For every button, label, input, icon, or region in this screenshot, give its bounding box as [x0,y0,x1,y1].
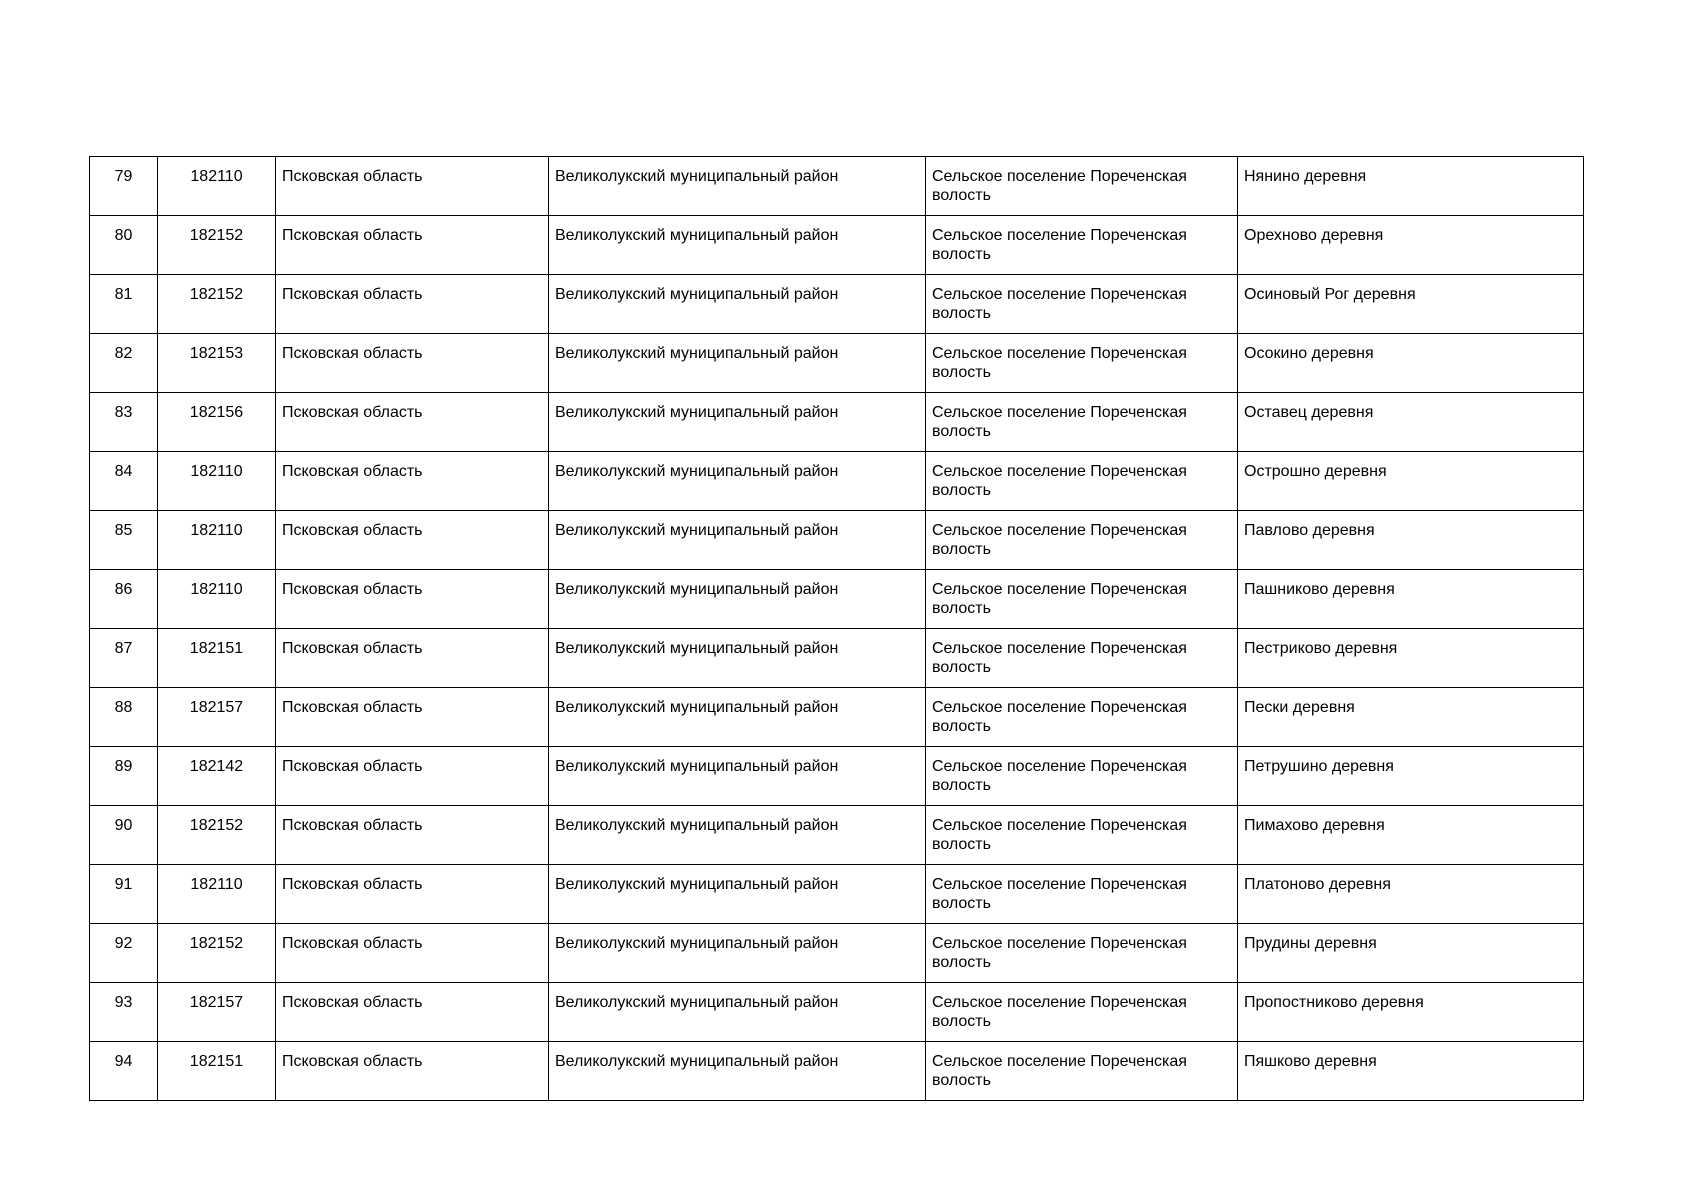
postal-index: 182157 [158,983,276,1042]
locality-cell: Осокино деревня [1238,334,1584,393]
row-number: 91 [90,865,158,924]
settlement-cell: Сельское поселение Пореченская волость [926,157,1238,216]
row-number: 86 [90,570,158,629]
postal-index: 182110 [158,452,276,511]
postal-index: 182110 [158,511,276,570]
row-number: 87 [90,629,158,688]
district-cell: Великолукский муниципальный район [549,216,926,275]
region-cell: Псковская область [276,393,549,452]
locality-cell: Пашниково деревня [1238,570,1584,629]
postal-index: 182151 [158,1042,276,1101]
locality-cell: Прудины деревня [1238,924,1584,983]
settlement-cell: Сельское поселение Пореченская волость [926,216,1238,275]
region-cell: Псковская область [276,452,549,511]
region-cell: Псковская область [276,806,549,865]
postal-index: 182110 [158,570,276,629]
row-number: 94 [90,1042,158,1101]
settlement-cell: Сельское поселение Пореченская волость [926,570,1238,629]
district-cell: Великолукский муниципальный район [549,511,926,570]
district-cell: Великолукский муниципальный район [549,924,926,983]
table-row [90,570,1584,629]
settlements-table [89,156,1584,1101]
region-cell: Псковская область [276,865,549,924]
row-number: 85 [90,511,158,570]
table-row [90,452,1584,511]
postal-index: 182152 [158,216,276,275]
table-row [90,393,1584,452]
settlement-cell: Сельское поселение Пореченская волость [926,452,1238,511]
locality-cell: Нянино деревня [1238,157,1584,216]
settlement-cell: Сельское поселение Пореченская волость [926,1042,1238,1101]
row-number: 81 [90,275,158,334]
locality-cell: Осиновый Рог деревня [1238,275,1584,334]
postal-index: 182156 [158,393,276,452]
region-cell: Псковская область [276,747,549,806]
row-number: 84 [90,452,158,511]
district-cell: Великолукский муниципальный район [549,688,926,747]
postal-index: 182153 [158,334,276,393]
table-row [90,511,1584,570]
locality-cell: Пяшково деревня [1238,1042,1584,1101]
district-cell: Великолукский муниципальный район [549,1042,926,1101]
region-cell: Псковская область [276,1042,549,1101]
district-cell: Великолукский муниципальный район [549,275,926,334]
settlement-cell: Сельское поселение Пореченская волость [926,629,1238,688]
locality-cell: Острошно деревня [1238,452,1584,511]
district-cell: Великолукский муниципальный район [549,334,926,393]
locality-cell: Пески деревня [1238,688,1584,747]
postal-index: 182152 [158,924,276,983]
region-cell: Псковская область [276,924,549,983]
settlement-cell: Сельское поселение Пореченская волость [926,688,1238,747]
postal-index: 182157 [158,688,276,747]
table-row [90,924,1584,983]
district-cell: Великолукский муниципальный район [549,983,926,1042]
row-number: 92 [90,924,158,983]
row-number: 88 [90,688,158,747]
table-row [90,157,1584,216]
region-cell: Псковская область [276,983,549,1042]
locality-cell: Орехново деревня [1238,216,1584,275]
region-cell: Псковская область [276,511,549,570]
settlement-cell: Сельское поселение Пореченская волость [926,334,1238,393]
settlement-cell: Сельское поселение Пореченская волость [926,393,1238,452]
postal-index: 182152 [158,275,276,334]
region-cell: Псковская область [276,334,549,393]
table-row [90,747,1584,806]
locality-cell: Пимахово деревня [1238,806,1584,865]
district-cell: Великолукский муниципальный район [549,865,926,924]
locality-cell: Пропостниково деревня [1238,983,1584,1042]
locality-cell: Оставец деревня [1238,393,1584,452]
district-cell: Великолукский муниципальный район [549,570,926,629]
locality-cell: Платоново деревня [1238,865,1584,924]
table-row [90,983,1584,1042]
settlement-cell: Сельское поселение Пореченская волость [926,747,1238,806]
settlement-cell: Сельское поселение Пореченская волость [926,806,1238,865]
region-cell: Псковская область [276,216,549,275]
table-row [90,275,1584,334]
region-cell: Псковская область [276,570,549,629]
row-number: 93 [90,983,158,1042]
region-cell: Псковская область [276,629,549,688]
row-number: 89 [90,747,158,806]
region-cell: Псковская область [276,688,549,747]
table-row [90,865,1584,924]
settlement-cell: Сельское поселение Пореченская волость [926,865,1238,924]
table-row [90,1042,1584,1101]
row-number: 83 [90,393,158,452]
table-row [90,334,1584,393]
postal-index: 182142 [158,747,276,806]
settlement-cell: Сельское поселение Пореченская волость [926,275,1238,334]
district-cell: Великолукский муниципальный район [549,157,926,216]
postal-index: 182110 [158,157,276,216]
locality-cell: Павлово деревня [1238,511,1584,570]
region-cell: Псковская область [276,157,549,216]
settlement-cell: Сельское поселение Пореченская волость [926,983,1238,1042]
row-number: 79 [90,157,158,216]
table-row [90,688,1584,747]
row-number: 90 [90,806,158,865]
table-row [90,216,1584,275]
postal-index: 182152 [158,806,276,865]
settlement-cell: Сельское поселение Пореченская волость [926,511,1238,570]
table-row [90,806,1584,865]
district-cell: Великолукский муниципальный район [549,393,926,452]
district-cell: Великолукский муниципальный район [549,452,926,511]
district-cell: Великолукский муниципальный район [549,747,926,806]
district-cell: Великолукский муниципальный район [549,806,926,865]
row-number: 82 [90,334,158,393]
district-cell: Великолукский муниципальный район [549,629,926,688]
locality-cell: Петрушино деревня [1238,747,1584,806]
postal-index: 182151 [158,629,276,688]
table-row [90,629,1584,688]
postal-index: 182110 [158,865,276,924]
settlement-cell: Сельское поселение Пореченская волость [926,924,1238,983]
locality-cell: Пестриково деревня [1238,629,1584,688]
region-cell: Псковская область [276,275,549,334]
row-number: 80 [90,216,158,275]
table-body [90,157,1584,1101]
